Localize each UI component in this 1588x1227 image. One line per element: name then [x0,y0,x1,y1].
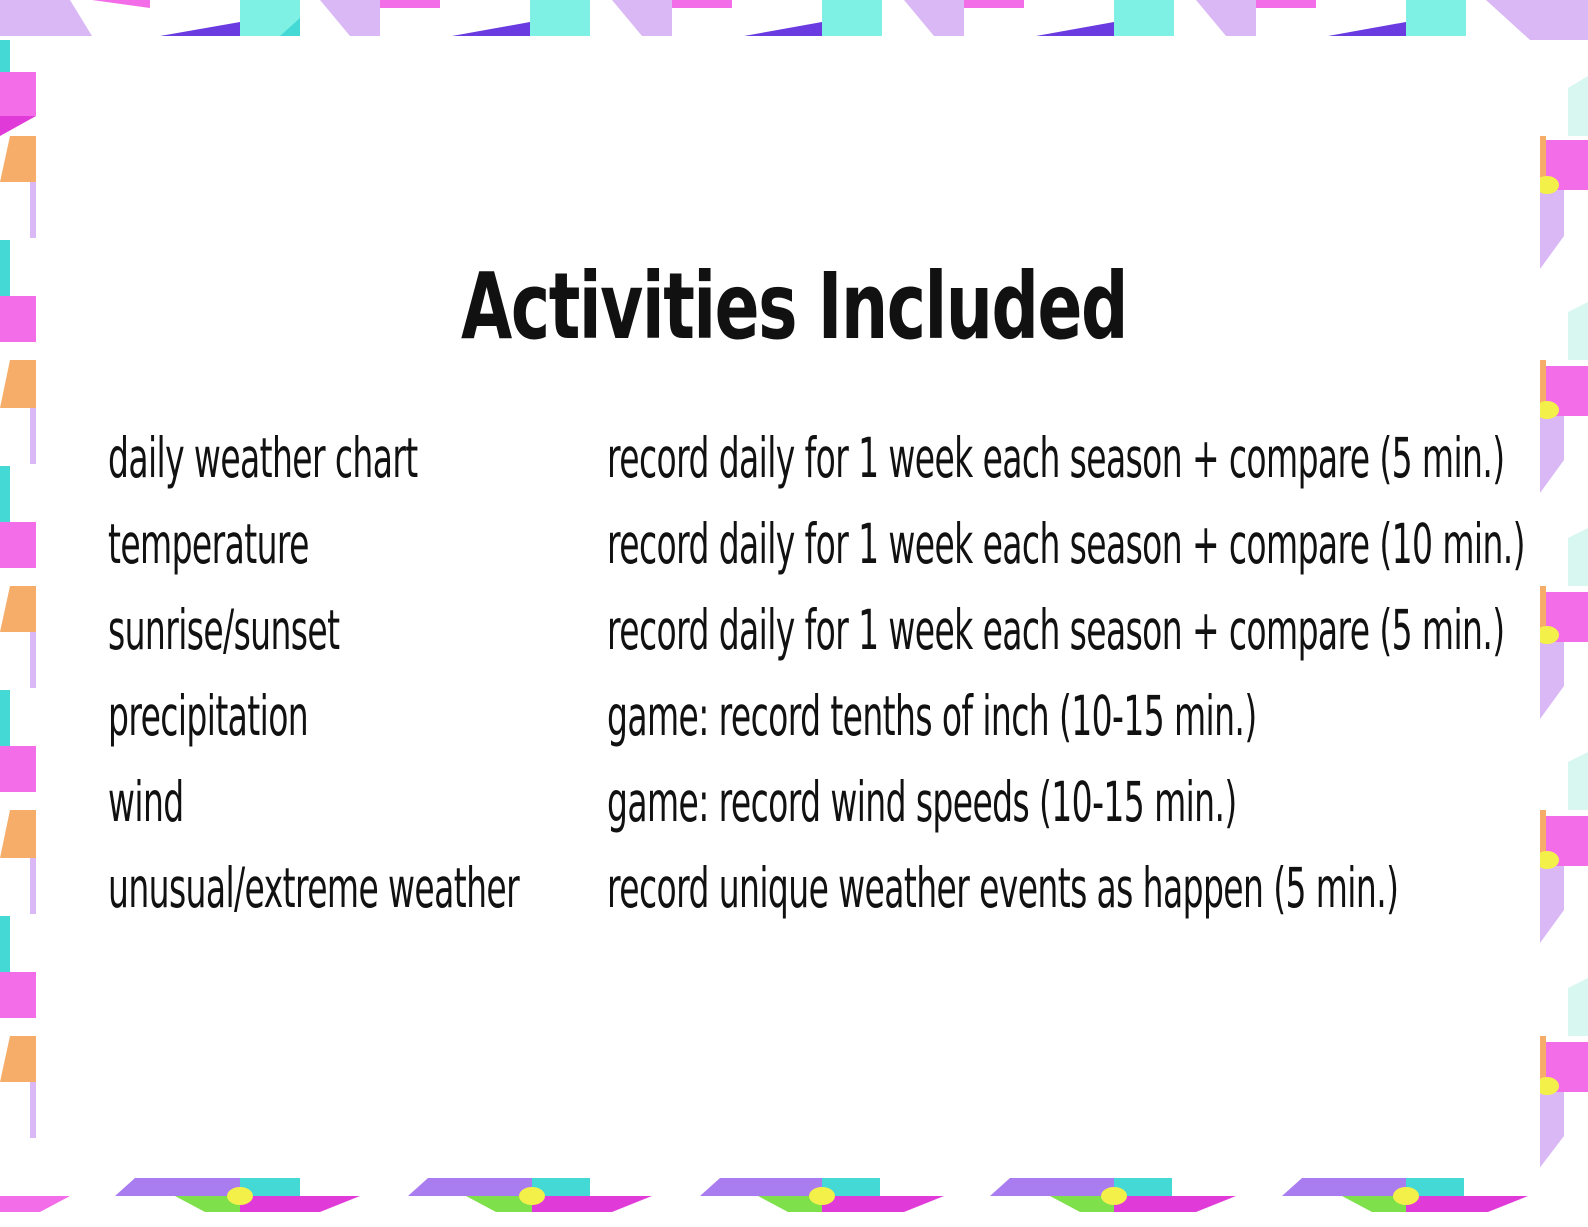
pinwheel-icon [0,1178,360,1212]
list-item [108,845,1508,931]
pinwheel-row-top [0,0,1588,40]
pinwheel-icon [1540,528,1588,730]
activity-name: daily weather chart [108,426,418,490]
activities-list [108,415,1525,931]
pinwheel-icon [0,0,300,36]
pinwheel-icon [1540,302,1588,504]
pinwheel-icon [320,0,590,36]
pinwheel-column-right [1540,40,1588,1178]
activity-detail: record daily for 1 week each season + compare (5 min.) [607,598,1505,662]
border-top [0,0,1588,40]
pinwheel-icon [0,466,36,688]
pinwheel-icon [1540,752,1588,954]
pinwheel-icon [700,1178,944,1212]
activity-detail: game: record tenths of inch (10-15 min.) [607,684,1257,748]
activity-detail: record daily for 1 week each season + compare (5 min.) [607,426,1505,490]
pinwheel-icon [0,240,36,464]
activity-name: unusual/extreme weather [108,856,520,920]
pinwheel-icon [1196,0,1588,40]
border-left [0,40,40,1178]
activity-name: sunrise/sunset [108,598,340,662]
activity-detail: record daily for 1 week each season + compare (10 min.) [607,512,1525,576]
list-item [108,501,1525,587]
list-item [108,587,1508,673]
activity-detail: record unique weather events as happen (5 min.) [607,856,1399,920]
activity-name: temperature [108,512,309,576]
pinwheel-icon [904,0,1174,36]
activity-name: wind [108,770,184,834]
pinwheel-row-bottom [0,1178,1588,1227]
pinwheel-icon [1540,76,1588,280]
pinwheel-icon [990,1178,1236,1212]
pinwheel-icon [0,916,36,1138]
border-bottom [0,1178,1588,1227]
pinwheel-icon [612,0,882,36]
pinwheel-icon [408,1178,652,1212]
pinwheel-icon [1282,1178,1528,1212]
pinwheel-icon [0,40,36,238]
border-right [1540,40,1588,1178]
page-title: Activities Included [461,253,1127,360]
activity-detail: game: record wind speeds (10-15 min.) [607,770,1237,834]
activity-name: precipitation [108,684,309,748]
pinwheel-icon [0,690,36,914]
list-item [108,415,1508,501]
pinwheel-icon [1540,978,1588,1178]
list-item [108,673,1508,759]
list-item [108,759,1508,845]
pinwheel-column-left [0,40,40,1178]
